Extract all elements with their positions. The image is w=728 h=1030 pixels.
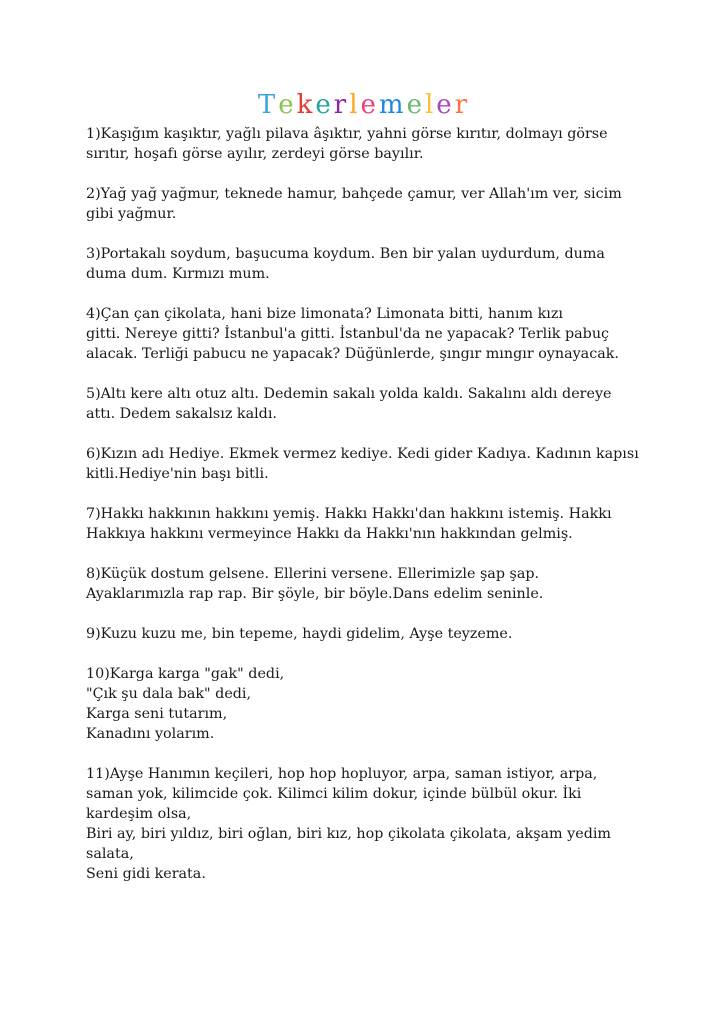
verse-line: Kanadını yolarım.: [86, 726, 215, 742]
title-letter: e: [278, 90, 297, 120]
title-letter: e: [315, 90, 334, 120]
verse-line: 7)Hakkı hakkının hakkını yemiş. Hakkı Hakkı'dan hakkını istemiş. Hakkı: [86, 506, 612, 522]
verse-paragraph: [86, 664, 661, 744]
verse-line: 11)Ayşe Hanımın keçileri, hop hop hopluyor, arpa, saman istiyor, arpa,: [86, 766, 598, 782]
verse-line: duma dum. Kırmızı mum.: [86, 266, 270, 282]
title-letter: l: [349, 90, 361, 120]
title-letter: e: [436, 90, 455, 120]
verse-paragraph: [86, 304, 661, 364]
verse-line: salata,: [86, 846, 134, 862]
verse-paragraph: [86, 764, 661, 884]
title-letter: r: [454, 90, 471, 120]
verse-line: kitli.Hediye'nin başı bitli.: [86, 466, 269, 482]
title-letter: e: [406, 90, 425, 120]
verse-line: "Çık şu dala bak" dedi,: [86, 686, 252, 702]
title-letter: T: [257, 90, 279, 120]
verse-line: gitti. Nereye gitti? İstanbul'a gitti. İstanbul'da ne yapacak? Terlik pabuç: [86, 326, 610, 342]
verse-paragraph: [86, 184, 661, 224]
title-letter: k: [296, 90, 316, 120]
verse-line: 4)Çan çan çikolata, hani bize limonata? Limonata bitti, hanım kızı: [86, 306, 563, 322]
verse-line: 5)Altı kere altı otuz altı. Dedemin sakalı yolda kaldı. Sakalını aldı dereye: [86, 386, 612, 402]
verse-line: 6)Kızın adı Hediye. Ekmek vermez kediye. Kedi gider Kadıya. Kadının kapısı: [86, 446, 639, 462]
verse-line: Ayaklarımızla rap rap. Bir şöyle, bir böyle.Dans edelim seninle.: [86, 586, 544, 602]
verse-line: 9)Kuzu kuzu me, bin tepeme, haydi gidelim, Ayşe teyzeme.: [86, 626, 513, 642]
verse-line: Karga seni tutarım,: [86, 706, 228, 722]
verse-line: 8)Küçük dostum gelsene. Ellerini versene. Ellerimizle şap şap.: [86, 566, 540, 582]
title-letter: e: [360, 90, 379, 120]
page-title: [0, 88, 728, 122]
verse-line: alacak. Terliği pabucu ne yapacak? Düğünlerde, şıngır mıngır oynayacak.: [86, 346, 619, 362]
verse-paragraph: [86, 564, 661, 604]
verse-line: Hakkıya hakkını vermeyince Hakkı da Hakkı'nın hakkından gelmiş.: [86, 526, 573, 542]
verse-line: gibi yağmur.: [86, 206, 177, 222]
verse-list: [86, 124, 661, 904]
verse-paragraph: [86, 124, 661, 164]
verse-line: Seni gidi kerata.: [86, 866, 206, 882]
title-letter: m: [378, 90, 407, 120]
verse-line: 2)Yağ yağ yağmur, teknede hamur, bahçede çamur, ver Allah'ım ver, sicim: [86, 186, 622, 202]
verse-line: kardeşim olsa,: [86, 806, 192, 822]
verse-paragraph: [86, 504, 661, 544]
verse-paragraph: [86, 444, 661, 484]
verse-line: 10)Karga karga "gak" dedi,: [86, 666, 285, 682]
verse-paragraph: [86, 624, 661, 644]
verse-line: 3)Portakalı soydum, başucuma koydum. Ben bir yalan uydurdum, duma: [86, 246, 605, 262]
title-letter: l: [424, 90, 437, 120]
verse-paragraph: [86, 384, 661, 424]
verse-line: sırıtır, hoşafı görse ayılır, zerdeyi görse bayılır.: [86, 146, 424, 162]
title-letter: r: [333, 90, 350, 120]
verse-line: saman yok, kilimcide çok. Kilimci kilim dokur, içinde bülbül okur. İki: [86, 786, 582, 802]
verse-line: Biri ay, biri yıldız, biri oğlan, biri kız, hop çikolata çikolata, akşam yedim: [86, 826, 611, 842]
verse-line: attı. Dedem sakalsız kaldı.: [86, 406, 277, 422]
verse-line: 1)Kaşığım kaşıktır, yağlı pilava âşıktır, yahni görse kırıtır, dolmayı görse: [86, 126, 608, 142]
verse-paragraph: [86, 244, 661, 284]
